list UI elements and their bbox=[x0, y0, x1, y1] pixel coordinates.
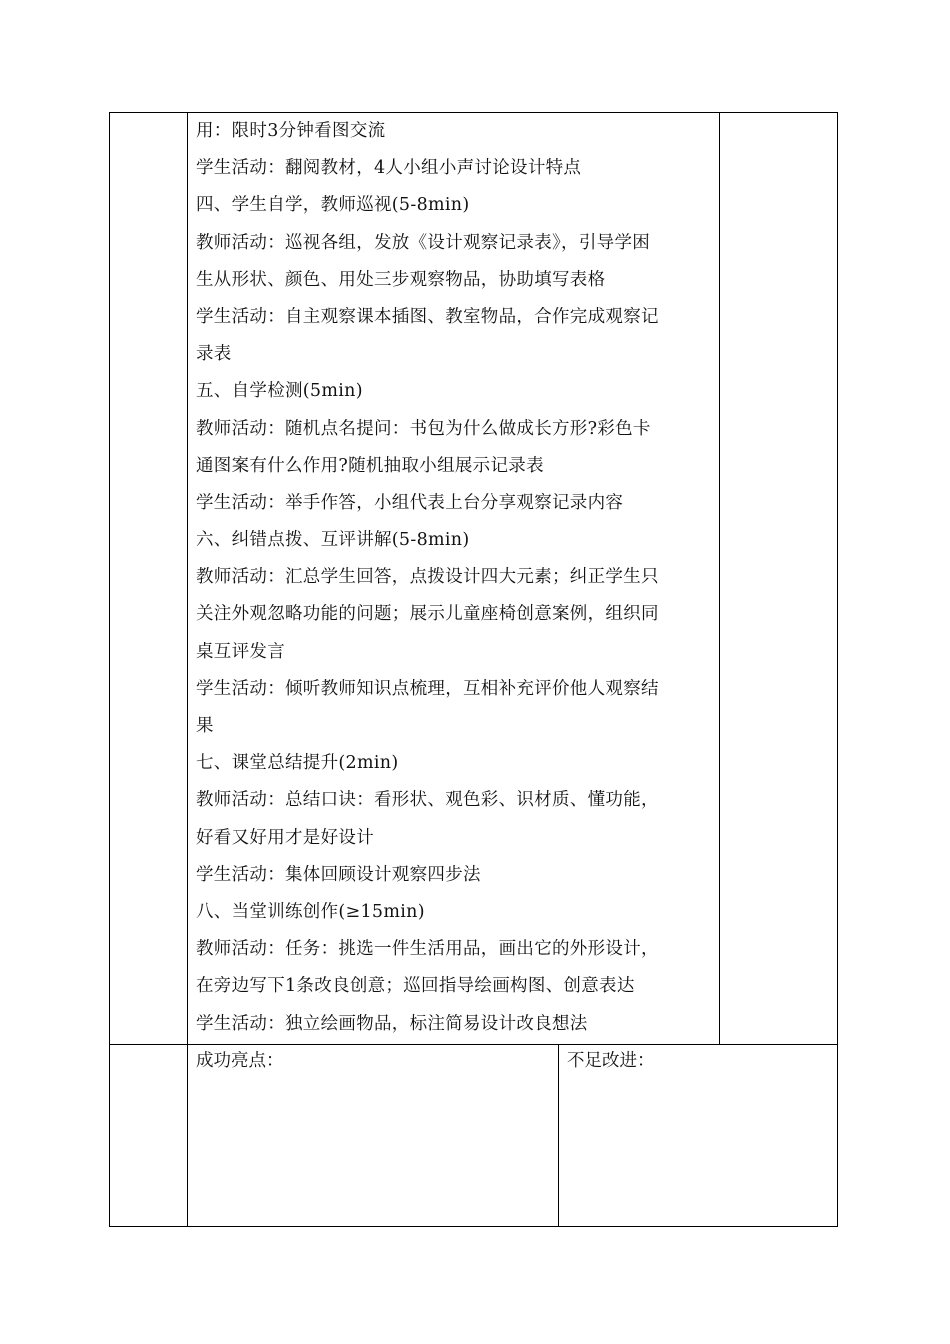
improvements-label: 不足改进： bbox=[567, 1051, 655, 1071]
table-bottom-border bbox=[109, 1226, 838, 1227]
section-heading: 四、学生自学，教师巡视(5-8min) bbox=[196, 195, 470, 216]
section-heading: 五、自学检测(5min) bbox=[196, 381, 363, 402]
table-col-divider-2 bbox=[719, 112, 720, 1045]
table-left-border bbox=[109, 112, 110, 1227]
table-col-divider-reflection bbox=[558, 1044, 559, 1227]
text-line: 果 bbox=[196, 716, 214, 736]
text-line: 关注外观忽略功能的问题；展示儿童座椅创意案例，组织同 bbox=[196, 604, 659, 625]
text-line: 用：限时3分钟看图交流 bbox=[196, 121, 386, 141]
text-line: 生从形状、颜色、用处三步观察物品，协助填写表格 bbox=[196, 269, 606, 290]
text-line: 学生活动：集体回顾设计观察四步法 bbox=[196, 864, 481, 885]
text-line: 教师活动：总结口诀：看形状、观色彩、识材质、懂功能， bbox=[196, 790, 659, 811]
text-line: 学生活动：举手作答，小组代表上台分享观察记录内容 bbox=[196, 492, 624, 513]
success-highlights-label: 成功亮点： bbox=[196, 1051, 284, 1071]
table-right-border bbox=[837, 112, 838, 1227]
table-row-divider bbox=[109, 1044, 838, 1045]
text-line: 教师活动：任务：挑选一件生活用品，画出它的外形设计， bbox=[196, 939, 659, 960]
text-line: 学生活动：翻阅教材，4人小组小声讨论设计特点 bbox=[196, 158, 582, 179]
text-line: 学生活动：独立绘画物品，标注简易设计改良想法 bbox=[196, 1013, 588, 1034]
section-heading: 六、纠错点拨、互评讲解(5-8min) bbox=[196, 530, 470, 551]
text-line: 好看又好用才是好设计 bbox=[196, 827, 374, 848]
section-heading: 七、课堂总结提升(2min) bbox=[196, 753, 399, 774]
text-line: 录表 bbox=[196, 344, 232, 365]
text-line: 学生活动：自主观察课本插图、教室物品，合作完成观察记 bbox=[196, 306, 659, 327]
lesson-process-cell bbox=[196, 113, 711, 1043]
text-line: 教师活动：随机点名提问：书包为什么做成长方形?彩色卡 bbox=[196, 418, 651, 439]
section-heading: 八、当堂训练创作(≥15min) bbox=[196, 901, 425, 922]
text-line: 桌互评发言 bbox=[196, 641, 285, 662]
text-line: 学生活动：倾听教师知识点梳理，互相补充评价他人观察结 bbox=[196, 678, 659, 699]
table-col-divider-1 bbox=[187, 112, 188, 1227]
text-line: 通图案有什么作用?随机抽取小组展示记录表 bbox=[196, 455, 544, 476]
text-line: 在旁边写下1条改良创意；巡回指导绘画构图、创意表达 bbox=[196, 976, 635, 997]
text-line: 教师活动：巡视各组，发放《设计观察记录表》，引导学困 bbox=[196, 232, 651, 253]
text-line: 教师活动：汇总学生回答，点拨设计四大元素；纠正学生只 bbox=[196, 567, 659, 588]
